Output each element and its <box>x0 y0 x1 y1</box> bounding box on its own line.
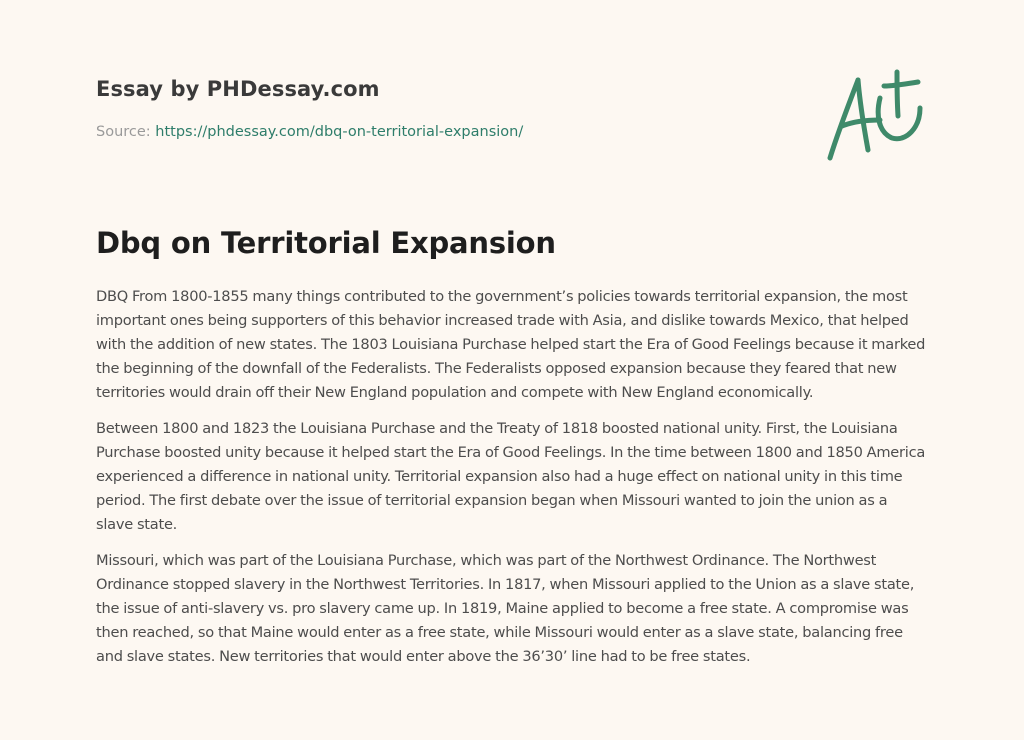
brand-title: Essay by PHDessay.com <box>96 77 380 101</box>
essay-paragraph: Missouri, which was part of the Louisiana Purchase, which was part of the Northwest Ordinance. The Northwest Ordinance stopped slavery in the Northwest Territories. In 1817, when Missouri applied to the Union as a slave state, the issue of anti-slavery vs. pro slavery came up. In 1819, Maine applied to become a free state. A compromise was then reached, so that Maine would enter as a free state, while Missouri would enter as a slave state, balancing free and slave states. New territories that would enter above the 36’30’ line had to be free states. <box>96 552 915 665</box>
source-line <box>96 124 523 140</box>
essay-title: Dbq on Territorial Expansion <box>96 226 556 260</box>
a-plus-logo-icon <box>822 66 928 166</box>
a-plus-logo <box>822 66 928 166</box>
essay-paragraph: DBQ From 1800-1855 many things contributed to the government’s policies towards territorial expansion, the most important ones being supporters of this behavior increased trade with Asia, and dislike towards Mexico, that helped with the addition of new states. The 1803 Louisiana Purchase helped start the Era of Good Feelings because it marked the beginning of the downfall of the Federalists. The Federalists opposed expansion because they feared that new territories would drain off their New England population and compete with New England economically. <box>96 288 926 401</box>
source-link[interactable]: https://phdessay.com/dbq-on-territorial-expansion/ <box>155 124 524 140</box>
source-label: Source: <box>96 124 156 140</box>
essay-body <box>96 285 926 681</box>
essay-paragraph: Between 1800 and 1823 the Louisiana Purchase and the Treaty of 1818 boosted national unity. First, the Louisiana Purchase boosted unity because it helped start the Era of Good Feelings. In the time between 1800 and 1850 America experienced a difference in national unity. Territorial expansion also had a huge effect on national unity in this time period. The first debate over the issue of territorial expansion began when Missouri wanted to join the union as a slave state. <box>96 420 926 533</box>
